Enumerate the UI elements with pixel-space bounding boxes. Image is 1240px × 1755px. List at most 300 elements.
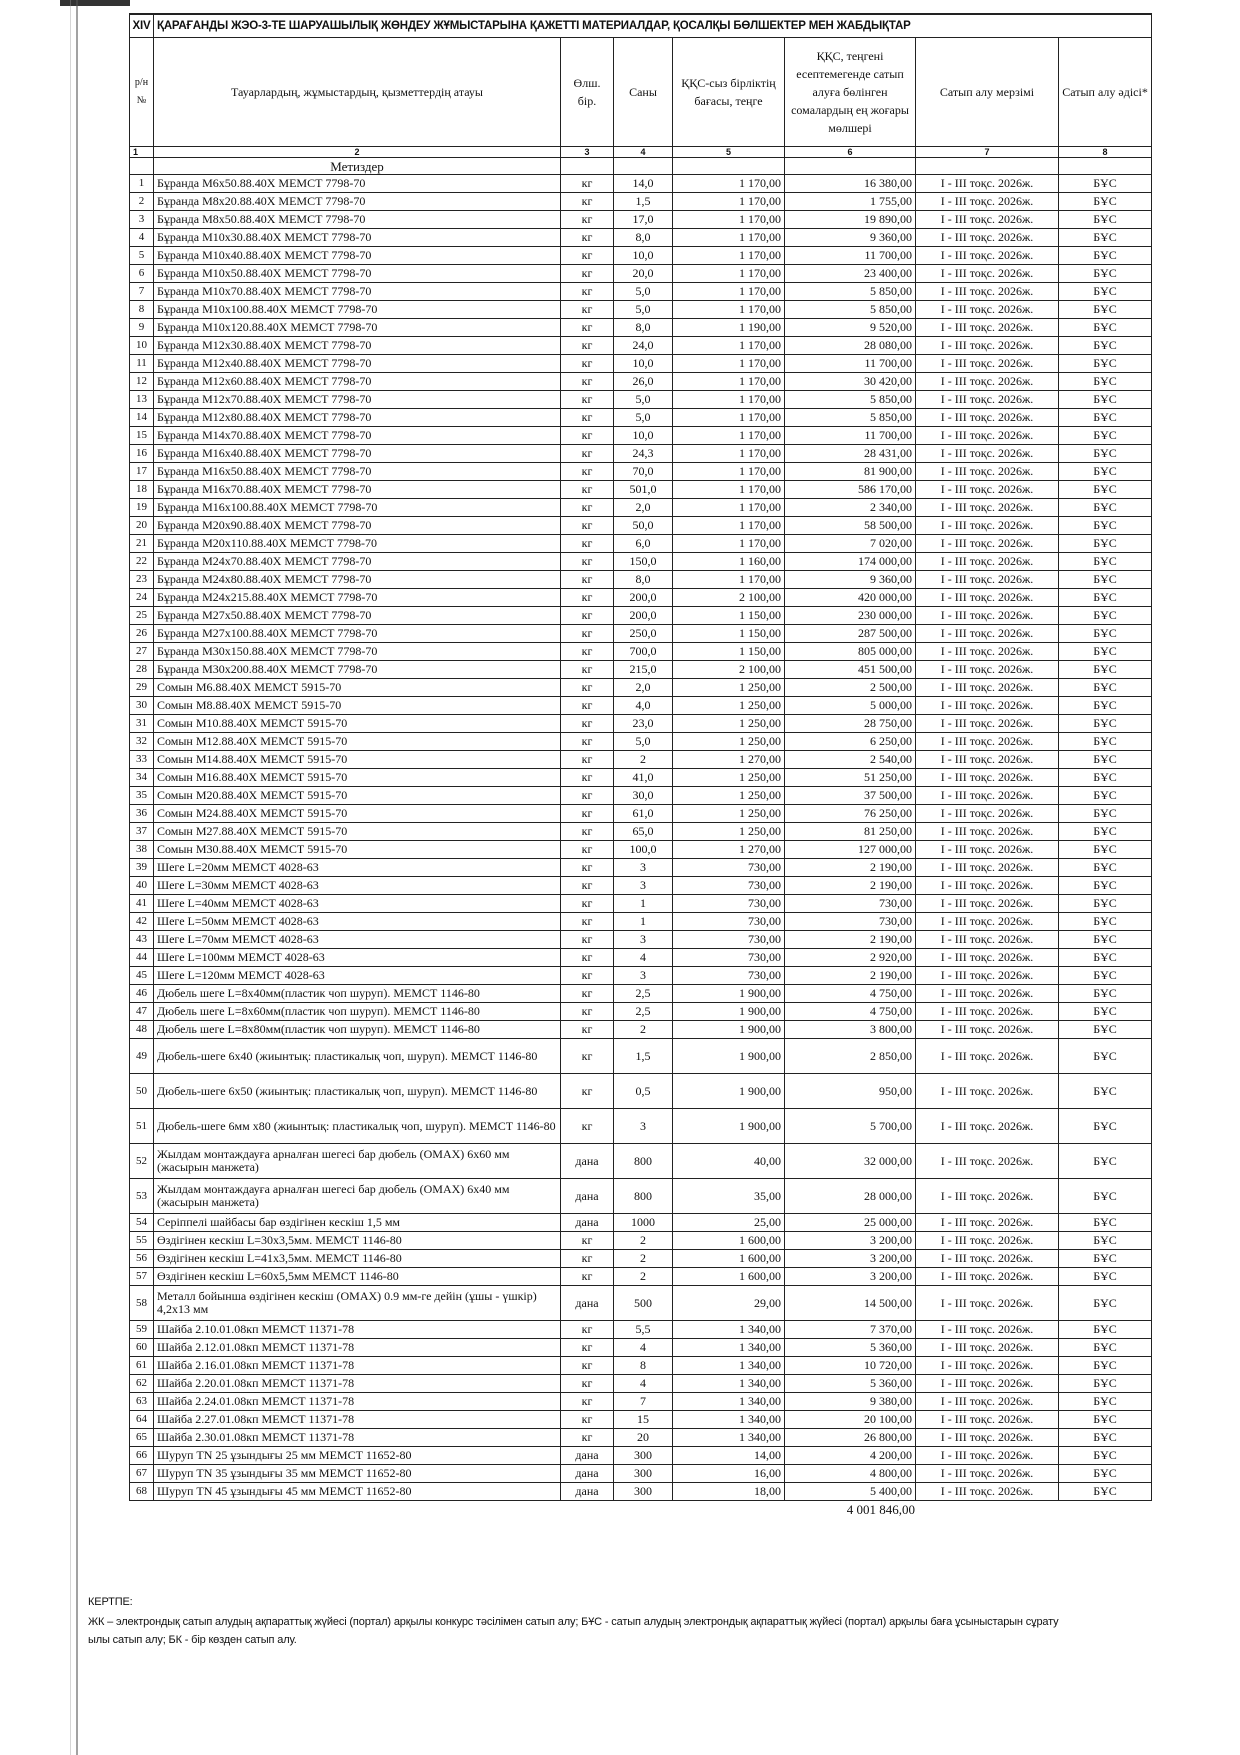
table-row [130,913,1152,931]
header-unit: Өлш. бір. [561,38,614,147]
cell-row-number: 35 [130,787,154,805]
cell-quantity: 1 [614,913,673,931]
cell-unit-price: 1 170,00 [673,247,785,265]
cell-unit-price: 730,00 [673,913,785,931]
cell-unit: кг [561,553,614,571]
cell-row-number: 46 [130,985,154,1003]
table-row [130,463,1152,481]
cell-unit: кг [561,175,614,193]
cell-row-number: 52 [130,1144,154,1179]
cell-unit-price: 1 170,00 [673,265,785,283]
cell-item-name: Бұранда М16х40.88.40Х МЕМСТ 7798-70 [154,445,561,463]
cell-unit: кг [561,229,614,247]
cell-item-name: Бұранда М24х70.88.40Х МЕМСТ 7798-70 [154,553,561,571]
cell-unit: кг [561,787,614,805]
cell-item-name: Бұранда М16х70.88.40Х МЕМСТ 7798-70 [154,481,561,499]
cell-unit: кг [561,463,614,481]
cell-quantity: 800 [614,1179,673,1214]
cell-item-name: Бұранда М8х50.88.40Х МЕМСТ 7798-70 [154,211,561,229]
cell-unit: кг [561,355,614,373]
cell-purchase-method: БҰС [1059,193,1152,211]
cell-unit-price: 1 170,00 [673,355,785,373]
cell-max-amount: 5 360,00 [785,1375,916,1393]
cell-unit-price: 35,00 [673,1179,785,1214]
cell-purchase-period: I - III тоқс. 2026ж. [916,175,1059,193]
cell-max-amount: 4 800,00 [785,1465,916,1483]
table-row [130,211,1152,229]
cell-quantity: 501,0 [614,481,673,499]
cell-row-number: 51 [130,1109,154,1144]
table-row [130,751,1152,769]
cell-quantity: 24,0 [614,337,673,355]
table-row [130,1483,1152,1501]
cell-item-name: Бұранда М12х80.88.40Х МЕМСТ 7798-70 [154,409,561,427]
cell-purchase-method: БҰС [1059,733,1152,751]
cell-unit-price: 1 250,00 [673,715,785,733]
cell-unit-price: 1 250,00 [673,679,785,697]
cell-max-amount: 4 750,00 [785,1003,916,1021]
cell-purchase-method: БҰС [1059,1393,1152,1411]
cell-max-amount: 51 250,00 [785,769,916,787]
cell-unit: кг [561,733,614,751]
cell-purchase-method: БҰС [1059,895,1152,913]
cell-max-amount: 11 700,00 [785,427,916,445]
cell-item-name: Шуруп TN 35 ұзындығы 35 мм МЕМСТ 11652-80 [154,1465,561,1483]
cell-quantity: 8 [614,1357,673,1375]
cell-unit-price: 1 250,00 [673,733,785,751]
cell-unit-price: 1 900,00 [673,1109,785,1144]
cell-purchase-period: I - III тоқс. 2026ж. [916,463,1059,481]
cell-unit-price: 14,00 [673,1447,785,1465]
cell-unit: кг [561,859,614,877]
cell-item-name: Сомын М30.88.40Х МЕМСТ 5915-70 [154,841,561,859]
cell-max-amount: 9 380,00 [785,1393,916,1411]
cell-unit: кг [561,265,614,283]
cell-max-amount: 5 000,00 [785,697,916,715]
cell-purchase-period: I - III тоқс. 2026ж. [916,319,1059,337]
cell-row-number: 41 [130,895,154,913]
cell-unit-price: 2 100,00 [673,589,785,607]
cell-unit: кг [561,1232,614,1250]
cell-quantity: 14,0 [614,175,673,193]
cell-max-amount: 805 000,00 [785,643,916,661]
cell-row-number: 31 [130,715,154,733]
cell-item-name: Бұранда М27х50.88.40Х МЕМСТ 7798-70 [154,607,561,625]
cell-row-number: 43 [130,931,154,949]
cell-purchase-period: I - III тоқс. 2026ж. [916,247,1059,265]
cell-row-number: 42 [130,913,154,931]
header-purchase-period: Сатып алу мерзімі [916,38,1059,147]
cell-max-amount: 2 850,00 [785,1039,916,1074]
cell-purchase-period: I - III тоқс. 2026ж. [916,481,1059,499]
cell-unit-price: 1 170,00 [673,571,785,589]
cell-max-amount: 2 920,00 [785,949,916,967]
cell-unit: кг [561,625,614,643]
cell-purchase-period: I - III тоқс. 2026ж. [916,715,1059,733]
cell-item-name: Бұранда М12х70.88.40Х МЕМСТ 7798-70 [154,391,561,409]
cell-quantity: 8,0 [614,571,673,589]
cell-unit-price: 1 170,00 [673,409,785,427]
table-row [130,1144,1152,1179]
cell-unit-price: 730,00 [673,949,785,967]
cell-row-number: 16 [130,445,154,463]
cell-purchase-period: I - III тоқс. 2026ж. [916,283,1059,301]
cell-row-number: 50 [130,1074,154,1109]
cell-quantity: 24,3 [614,445,673,463]
cell-purchase-period: I - III тоқс. 2026ж. [916,1411,1059,1429]
cell-unit: кг [561,1411,614,1429]
cell-purchase-period: I - III тоқс. 2026ж. [916,1429,1059,1447]
cell-unit: кг [561,1393,614,1411]
section-number: XIV [130,14,154,38]
cell-max-amount: 2 500,00 [785,679,916,697]
cell-max-amount: 5 360,00 [785,1339,916,1357]
cell-unit: кг [561,931,614,949]
cell-purchase-method: БҰС [1059,949,1152,967]
cell-unit: кг [561,841,614,859]
cell-max-amount: 58 500,00 [785,517,916,535]
cell-quantity: 70,0 [614,463,673,481]
cell-purchase-period: I - III тоқс. 2026ж. [916,1339,1059,1357]
cell-purchase-period: I - III тоқс. 2026ж. [916,229,1059,247]
cell-quantity: 61,0 [614,805,673,823]
cell-row-number: 65 [130,1429,154,1447]
header-item-name: Тауарлардың, жұмыстардың, қызметтердің атауы [154,38,561,147]
column-number: 1 [130,147,154,158]
cell-purchase-period: I - III тоқс. 2026ж. [916,877,1059,895]
table-row [130,301,1152,319]
cell-purchase-method: БҰС [1059,643,1152,661]
cell-purchase-method: БҰС [1059,373,1152,391]
cell-max-amount: 10 720,00 [785,1357,916,1375]
cell-purchase-period: I - III тоқс. 2026ж. [916,445,1059,463]
cell-unit-price: 2 100,00 [673,661,785,679]
cell-unit: дана [561,1286,614,1321]
cell-purchase-method: БҰС [1059,931,1152,949]
cell-item-name: Шайба 2.24.01.08кп МЕМСТ 11371-78 [154,1393,561,1411]
cell-quantity: 200,0 [614,589,673,607]
table-row [130,571,1152,589]
table-row [130,517,1152,535]
header-row-number: р/н № [130,38,154,147]
cell-unit-price: 1 340,00 [673,1375,785,1393]
cell-purchase-period: I - III тоқс. 2026ж. [916,697,1059,715]
cell-row-number: 22 [130,553,154,571]
column-number-row [130,147,1152,158]
table-row [130,1250,1152,1268]
cell-quantity: 41,0 [614,769,673,787]
cell-row-number: 21 [130,535,154,553]
cell-purchase-period: I - III тоқс. 2026ж. [916,427,1059,445]
scan-edge-line [76,0,78,1755]
cell-purchase-period: I - III тоқс. 2026ж. [916,373,1059,391]
cell-item-name: Бұранда М10х120.88.40Х МЕМСТ 7798-70 [154,319,561,337]
cell-purchase-method: БҰС [1059,967,1152,985]
cell-item-name: Шайба 2.12.01.08кп МЕМСТ 11371-78 [154,1339,561,1357]
table-row [130,355,1152,373]
cell-quantity: 250,0 [614,625,673,643]
cell-row-number: 17 [130,463,154,481]
cell-unit: кг [561,1039,614,1074]
cell-unit: кг [561,319,614,337]
cell-max-amount: 37 500,00 [785,787,916,805]
cell-unit-price: 1 170,00 [673,283,785,301]
table-row [130,1109,1152,1144]
cell-max-amount: 3 200,00 [785,1232,916,1250]
cell-unit-price: 1 340,00 [673,1411,785,1429]
cell-max-amount: 586 170,00 [785,481,916,499]
table-row [130,553,1152,571]
cell-purchase-method: БҰС [1059,877,1152,895]
cell-item-name: Шеге L=120мм МЕМСТ 4028-63 [154,967,561,985]
cell-item-name: Бұранда М10х40.88.40Х МЕМСТ 7798-70 [154,247,561,265]
table-row [130,679,1152,697]
cell-unit-price: 1 170,00 [673,535,785,553]
cell-row-number: 61 [130,1357,154,1375]
cell-item-name: Шайба 2.20.01.08кп МЕМСТ 11371-78 [154,1375,561,1393]
cell-row-number: 18 [130,481,154,499]
cell-purchase-period: I - III тоқс. 2026ж. [916,265,1059,283]
cell-unit: дана [561,1483,614,1501]
cell-unit: кг [561,1021,614,1039]
cell-purchase-method: БҰС [1059,427,1152,445]
cell-purchase-period: I - III тоқс. 2026ж. [916,1250,1059,1268]
cell-item-name: Бұранда М12х30.88.40Х МЕМСТ 7798-70 [154,337,561,355]
cell-purchase-method: БҰС [1059,355,1152,373]
cell-item-name: Бұранда М30х200.88.40Х МЕМСТ 7798-70 [154,661,561,679]
cell-unit-price: 1 340,00 [673,1321,785,1339]
cell-unit: кг [561,913,614,931]
cell-item-name: Өздігінен кескіш L=60х5,5мм МЕМСТ 1146-80 [154,1268,561,1286]
cell-unit-price: 1 170,00 [673,193,785,211]
cell-unit: кг [561,769,614,787]
cell-item-name: Дюбель шеге L=8х60мм(пластик чоп шуруп). МЕМСТ 1146-80 [154,1003,561,1021]
cell-quantity: 3 [614,1109,673,1144]
cell-row-number: 30 [130,697,154,715]
cell-row-number: 63 [130,1393,154,1411]
cell-purchase-period: I - III тоқс. 2026ж. [916,607,1059,625]
cell-item-name: Бұранда М30х150.88.40Х МЕМСТ 7798-70 [154,643,561,661]
cell-max-amount: 7 370,00 [785,1321,916,1339]
table-row [130,319,1152,337]
cell-unit-price: 1 900,00 [673,1074,785,1109]
cell-row-number: 62 [130,1375,154,1393]
table-row [130,625,1152,643]
cell-item-name: Сомын М24.88.40Х МЕМСТ 5915-70 [154,805,561,823]
cell-purchase-method: БҰС [1059,1375,1152,1393]
cell-item-name: Сомын М12.88.40Х МЕМСТ 5915-70 [154,733,561,751]
cell-item-name: Сомын М27.88.40Х МЕМСТ 5915-70 [154,823,561,841]
column-number: 2 [154,147,561,158]
cell-item-name: Бұранда М24х215.88.40Х МЕМСТ 7798-70 [154,589,561,607]
cell-max-amount: 9 360,00 [785,229,916,247]
cell-unit-price: 1 900,00 [673,1003,785,1021]
cell-purchase-period: I - III тоқс. 2026ж. [916,967,1059,985]
column-number: 6 [785,147,916,158]
cell-quantity: 2,0 [614,499,673,517]
cell-unit-price: 1 150,00 [673,607,785,625]
cell-row-number: 5 [130,247,154,265]
cell-purchase-method: БҰС [1059,1429,1152,1447]
cell-row-number: 27 [130,643,154,661]
cell-row-number: 13 [130,391,154,409]
cell-row-number: 8 [130,301,154,319]
cell-max-amount: 25 000,00 [785,1214,916,1232]
cell-unit-price: 40,00 [673,1144,785,1179]
cell-quantity: 0,5 [614,1074,673,1109]
cell-purchase-period: I - III тоқс. 2026ж. [916,1232,1059,1250]
cell-quantity: 100,0 [614,841,673,859]
cell-purchase-method: БҰС [1059,1411,1152,1429]
table-row [130,895,1152,913]
cell-unit: кг [561,1339,614,1357]
cell-purchase-method: БҰС [1059,1039,1152,1074]
cell-purchase-period: I - III тоқс. 2026ж. [916,337,1059,355]
cell-purchase-method: БҰС [1059,787,1152,805]
header-max-amount: ҚҚС, теңгені есептемегенде сатып алуға бөлінген сомалардың ең жоғары мөлшері [785,38,916,147]
cell-purchase-period: I - III тоқс. 2026ж. [916,1039,1059,1074]
cell-purchase-method: БҰС [1059,571,1152,589]
cell-max-amount: 9 520,00 [785,319,916,337]
cell-purchase-method: БҰС [1059,1144,1152,1179]
cell-quantity: 10,0 [614,247,673,265]
table-row [130,409,1152,427]
cell-item-name: Бұранда М14х70.88.40Х МЕМСТ 7798-70 [154,427,561,445]
cell-row-number: 26 [130,625,154,643]
cell-purchase-period: I - III тоқс. 2026ж. [916,859,1059,877]
cell-purchase-period: I - III тоқс. 2026ж. [916,1393,1059,1411]
cell-unit-price: 1 170,00 [673,391,785,409]
cell-max-amount: 3 200,00 [785,1268,916,1286]
cell-row-number: 67 [130,1465,154,1483]
table-row [130,859,1152,877]
cell-row-number: 12 [130,373,154,391]
cell-unit-price: 1 600,00 [673,1232,785,1250]
cell-item-name: Дюбель шеге L=8х40мм(пластик чоп шуруп). МЕМСТ 1146-80 [154,985,561,1003]
cell-item-name: Бұранда М10х50.88.40Х МЕМСТ 7798-70 [154,265,561,283]
cell-purchase-method: БҰС [1059,319,1152,337]
cell-unit-price: 1 170,00 [673,301,785,319]
cell-max-amount: 2 190,00 [785,967,916,985]
cell-max-amount: 23 400,00 [785,265,916,283]
cell-quantity: 17,0 [614,211,673,229]
cell-row-number: 7 [130,283,154,301]
cell-quantity: 10,0 [614,355,673,373]
cell-item-name: Шеге L=70мм МЕМСТ 4028-63 [154,931,561,949]
cell-unit-price: 1 250,00 [673,805,785,823]
cell-row-number: 66 [130,1447,154,1465]
cell-purchase-method: БҰС [1059,1074,1152,1109]
cell-purchase-method: БҰС [1059,283,1152,301]
cell-max-amount: 26 800,00 [785,1429,916,1447]
cell-item-name: Шайба 2.30.01.08кп МЕМСТ 11371-78 [154,1429,561,1447]
cell-purchase-period: I - III тоқс. 2026ж. [916,625,1059,643]
cell-unit: кг [561,301,614,319]
cell-unit: кг [561,985,614,1003]
table-row [130,175,1152,193]
cell-item-name: Сомын М16.88.40Х МЕМСТ 5915-70 [154,769,561,787]
cell-purchase-period: I - III тоқс. 2026ж. [916,193,1059,211]
cell-unit-price: 1 170,00 [673,445,785,463]
table-row [130,643,1152,661]
cell-quantity: 2 [614,1250,673,1268]
cell-quantity: 2 [614,1268,673,1286]
cell-unit: кг [561,337,614,355]
table-row [130,877,1152,895]
cell-purchase-period: I - III тоқс. 2026ж. [916,931,1059,949]
section-label: Метиздер [154,158,561,175]
cell-row-number: 1 [130,175,154,193]
cell-unit-price: 1 900,00 [673,985,785,1003]
table-row [130,481,1152,499]
cell-row-number: 14 [130,409,154,427]
cell-item-name: Шуруп TN 45 ұзындығы 45 мм МЕМСТ 11652-80 [154,1483,561,1501]
cell-purchase-method: БҰС [1059,1003,1152,1021]
cell-purchase-method: БҰС [1059,481,1152,499]
cell-row-number: 47 [130,1003,154,1021]
cell-purchase-period: I - III тоқс. 2026ж. [916,499,1059,517]
cell-max-amount: 2 540,00 [785,751,916,769]
cell-purchase-period: I - III тоқс. 2026ж. [916,1465,1059,1483]
cell-purchase-period: I - III тоқс. 2026ж. [916,787,1059,805]
cell-quantity: 150,0 [614,553,673,571]
table-row [130,823,1152,841]
table-row [130,193,1152,211]
cell-unit: кг [561,427,614,445]
cell-max-amount: 950,00 [785,1074,916,1109]
cell-item-name: Сомын М14.88.40Х МЕМСТ 5915-70 [154,751,561,769]
cell-purchase-method: БҰС [1059,1214,1152,1232]
column-number: 7 [916,147,1059,158]
cell-item-name: Сомын М10.88.40Х МЕМСТ 5915-70 [154,715,561,733]
cell-purchase-period: I - III тоқс. 2026ж. [916,553,1059,571]
cell-unit: кг [561,697,614,715]
cell-item-name: Шайба 2.10.01.08кп МЕМСТ 11371-78 [154,1321,561,1339]
cell-max-amount: 730,00 [785,895,916,913]
cell-row-number: 11 [130,355,154,373]
cell-quantity: 65,0 [614,823,673,841]
cell-quantity: 2,5 [614,985,673,1003]
cell-row-number: 44 [130,949,154,967]
cell-purchase-method: БҰС [1059,1286,1152,1321]
table-row [130,1232,1152,1250]
cell-unit: кг [561,391,614,409]
cell-quantity: 6,0 [614,535,673,553]
cell-item-name: Бұранда М20х110.88.40Х МЕМСТ 7798-70 [154,535,561,553]
cell-purchase-period: I - III тоқс. 2026ж. [916,1109,1059,1144]
cell-purchase-method: БҰС [1059,661,1152,679]
cell-unit: кг [561,283,614,301]
cell-max-amount: 730,00 [785,913,916,931]
cell-purchase-method: БҰС [1059,175,1152,193]
cell-item-name: Өздігінен кескіш L=41х3,5мм. МЕМСТ 1146-80 [154,1250,561,1268]
cell-max-amount: 28 750,00 [785,715,916,733]
cell-item-name: Бұранда М10х30.88.40Х МЕМСТ 7798-70 [154,229,561,247]
cell-unit: кг [561,481,614,499]
cell-unit: кг [561,499,614,517]
table-row [130,337,1152,355]
cell-row-number: 37 [130,823,154,841]
cell-quantity: 5,0 [614,283,673,301]
cell-quantity: 200,0 [614,607,673,625]
cell-purchase-period: I - III тоқс. 2026ж. [916,679,1059,697]
cell-purchase-period: I - III тоқс. 2026ж. [916,895,1059,913]
cell-purchase-period: I - III тоқс. 2026ж. [916,823,1059,841]
cell-row-number: 32 [130,733,154,751]
cell-unit-price: 1 900,00 [673,1021,785,1039]
cell-purchase-method: БҰС [1059,715,1152,733]
cell-unit: кг [561,1321,614,1339]
